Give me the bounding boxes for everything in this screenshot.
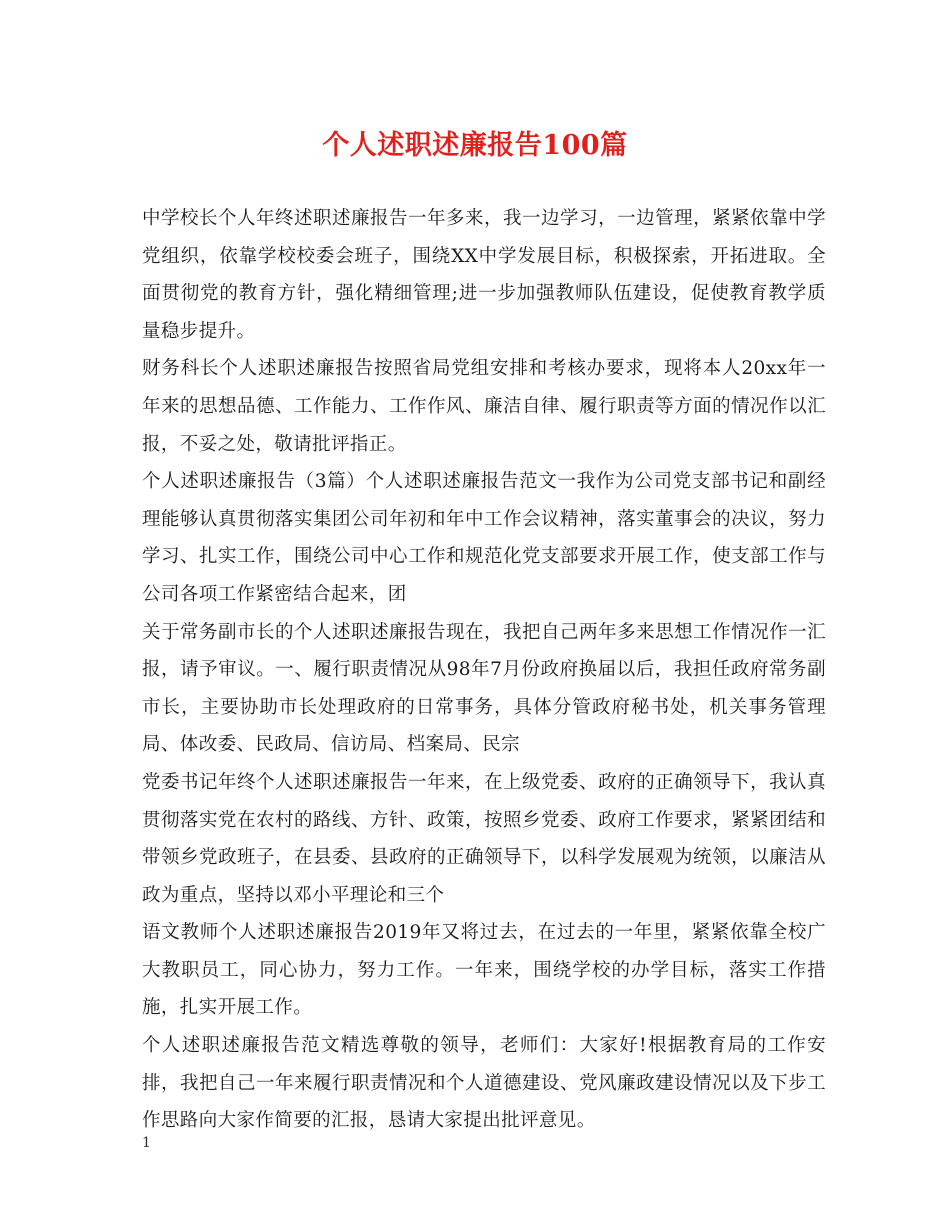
paragraph-1: 中学校长个人年终述职述廉报告一年多来，我一边学习，一边管理，紧紧依靠中学党组织，依靠学校校委会班子，围绕XX中学发展目标，积极探索，开拓进取。全面贯彻党的教育方针，强化精细管理;进一步加强教师队伍建设，促使教育教学质量稳步提升。 bbox=[142, 208, 826, 342]
paragraph-2: 财务科长个人述职述廉报告按照省局党组安排和考核办要求，现将本人20xx年一年来的思想品德、工作能力、工作作风、廉洁自律、履行职责等方面的情况作以汇报，不妥之处，敬请批评指正。 bbox=[142, 358, 826, 455]
document-title: 个人述职述廉报告100篇 bbox=[322, 130, 628, 161]
page-number: 1 bbox=[142, 1135, 151, 1151]
paragraph-6: 语文教师个人述职述廉报告2019年又将过去，在过去的一年里，紧紧依靠全校广大教职员工，同心协力，努力工作。一年来，围绕学校的办学目标，落实工作措施，扎实开展工作。 bbox=[142, 922, 826, 1019]
paragraph-3: 个人述职述廉报告（3篇）个人述职述廉报告范文一我作为公司党支部书记和副经理能够认真贯彻落实集团公司年初和年中工作会议精神，落实董事会的决议，努力学习、扎实工作，围绕公司中心工作和规范化党支部要求开展工作，使支部工作与公司各项工作紧密结合起来，团 bbox=[142, 471, 826, 605]
paragraph-7: 个人述职述廉报告范文精选尊敬的领导，老师们：大家好!根据教育局的工作安排，我把自己一年来履行职责情况和个人道德建设、党风廉政建设情况以及下步工作思路向大家作简要的汇报，恳请大家提出批评意见。 bbox=[142, 1035, 826, 1132]
paragraph-4: 关于常务副市长的个人述职述廉报告现在，我把自己两年多来思想工作情况作一汇报，请予审议。一、履行职责情况从98年7月份政府换届以后，我担任政府常务副市长，主要协助市长处理政府的日常事务，具体分管政府秘书处，机关事务管理局、体改委、民政局、信访局、档案局、民宗 bbox=[142, 621, 826, 756]
paragraph-5: 党委书记年终个人述职述廉报告一年来，在上级党委、政府的正确领导下，我认真贯彻落实党在农村的路线、方针、政策，按照乡党委、政府工作要求，紧紧团结和带领乡党政班子，在县委、县政府的正确领导下，以科学发展观为统领，以廉洁从政为重点，坚持以邓小平理论和三个 bbox=[142, 771, 826, 906]
document-body bbox=[142, 200, 826, 1140]
